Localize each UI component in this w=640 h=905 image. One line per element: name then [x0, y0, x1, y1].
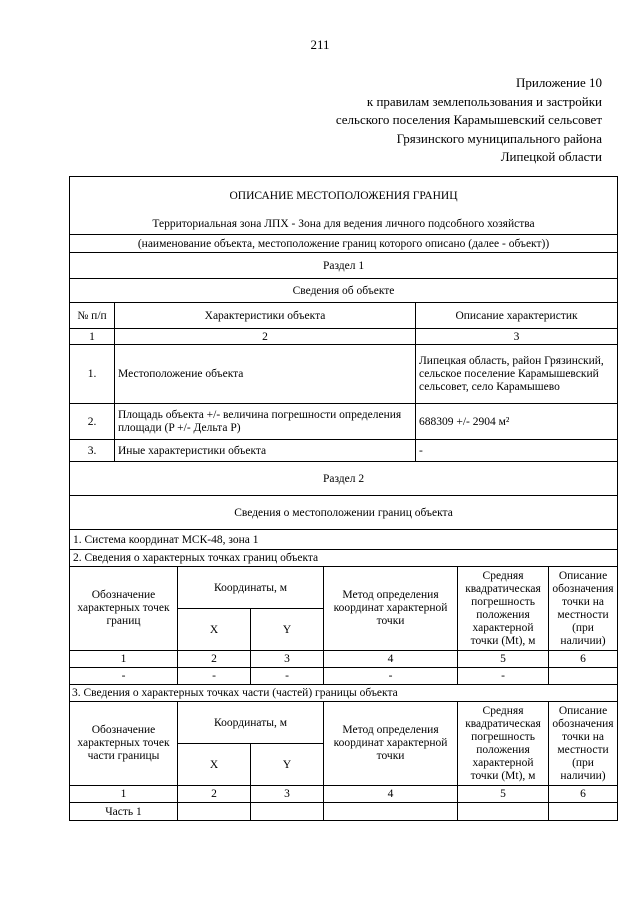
header-method: Метод определения координат характерной точки — [324, 702, 458, 786]
row-number: 3. — [70, 440, 115, 462]
appendix-line: Липецкой области — [500, 149, 602, 164]
header-part-point-designation: Обозначение характерных точек части границы — [70, 702, 178, 786]
characteristic-value: Липецкая область, район Грязинский, сельское поселение Карамышевский сельсовет, село Карамышево — [416, 345, 618, 404]
characteristic-value: 688309 +/- 2904 м² — [416, 404, 618, 440]
table-cell — [178, 803, 251, 821]
appendix-header — [336, 74, 602, 167]
header-accuracy: Средняя квадратическая погрешность положения характерной точки (Mt), м — [458, 567, 549, 651]
table-cell: - — [458, 668, 549, 685]
characteristic-value: - — [416, 440, 618, 462]
column-number: 1 — [70, 651, 178, 668]
column-number: 6 — [549, 651, 618, 668]
header-point-description: Описание обозначения точки на местности (при наличии) — [549, 567, 618, 651]
section2-heading: Раздел 2 — [70, 462, 618, 496]
boundary-description-form — [69, 176, 617, 821]
zone-note: (наименование объекта, местоположение границ которого описано (далее - объект)) — [70, 235, 618, 253]
column-number: 4 — [324, 651, 458, 668]
column-number: 3 — [416, 329, 618, 345]
header-point-designation: Обозначение характерных точек границ — [70, 567, 178, 651]
column-number: 2 — [178, 651, 251, 668]
header-method: Метод определения координат характерной точки — [324, 567, 458, 651]
header-point-description: Описание обозначения точки на местности (при наличии) — [549, 702, 618, 786]
column-number: 1 — [70, 329, 115, 345]
column-number: 4 — [324, 786, 458, 803]
boundary-points-table — [69, 566, 618, 821]
section1-table — [69, 176, 618, 567]
column-number: 6 — [549, 786, 618, 803]
characteristic-name: Иные характеристики объекта — [115, 440, 416, 462]
header-characteristic: Характеристики объекта — [115, 303, 416, 329]
table-cell: - — [251, 668, 324, 685]
header-coordinates: Координаты, м — [178, 702, 324, 744]
header-y: Y — [251, 744, 324, 786]
header-x: X — [178, 609, 251, 651]
characteristic-name: Площадь объекта +/- величина погрешности определения площади (P +/- Дельта P) — [115, 404, 416, 440]
appendix-line: сельского поселения Карамышевский сельсовет — [335, 112, 602, 127]
document-title: ОПИСАНИЕ МЕСТОПОЛОЖЕНИЯ ГРАНИЦ — [70, 177, 618, 215]
section1-title: Сведения об объекте — [70, 279, 618, 303]
row-number: 1. — [70, 345, 115, 404]
column-number: 1 — [70, 786, 178, 803]
header-description: Описание характеристик — [416, 303, 618, 329]
header-x: X — [178, 744, 251, 786]
appendix-line: Приложение 10 — [515, 75, 602, 90]
header-coordinates: Координаты, м — [178, 567, 324, 609]
table-cell — [324, 803, 458, 821]
table-row — [70, 404, 618, 440]
table-cell — [549, 668, 618, 685]
points-title: 2. Сведения о характерных точках границ объекта — [70, 550, 618, 567]
page-number: 211 — [310, 37, 330, 52]
column-number: 5 — [458, 786, 549, 803]
section1-heading: Раздел 1 — [70, 253, 618, 279]
table-cell — [458, 803, 549, 821]
coordinate-system: 1. Система координат МСК-48, зона 1 — [70, 530, 618, 550]
characteristic-name: Местоположение объекта — [115, 345, 416, 404]
table-cell: - — [70, 668, 178, 685]
table-cell: - — [324, 668, 458, 685]
table-row — [70, 803, 618, 821]
part-label: Часть 1 — [70, 803, 178, 821]
table-row — [70, 668, 618, 685]
row-number: 2. — [70, 404, 115, 440]
table-cell — [549, 803, 618, 821]
column-number: 3 — [251, 786, 324, 803]
column-number: 3 — [251, 651, 324, 668]
parts-title: 3. Сведения о характерных точках части (частей) границы объекта — [70, 685, 618, 702]
column-number: 2 — [115, 329, 416, 345]
appendix-line: к правилам землепользования и застройки — [366, 93, 602, 109]
column-number: 2 — [178, 786, 251, 803]
table-cell — [251, 803, 324, 821]
appendix-line: Грязинского муниципального района — [396, 130, 602, 146]
table-row — [70, 345, 618, 404]
header-number: № п/п — [70, 303, 115, 329]
zone-name: Территориальная зона ЛПХ - Зона для ведения личного подсобного хозяйства — [70, 215, 618, 235]
table-cell: - — [178, 668, 251, 685]
header-y: Y — [251, 609, 324, 651]
column-number: 5 — [458, 651, 549, 668]
header-accuracy: Средняя квадратическая погрешность положения характерной точки (Mt), м — [458, 702, 549, 786]
table-row — [70, 440, 618, 462]
section2-title: Сведения о местоположении границ объекта — [70, 496, 618, 530]
